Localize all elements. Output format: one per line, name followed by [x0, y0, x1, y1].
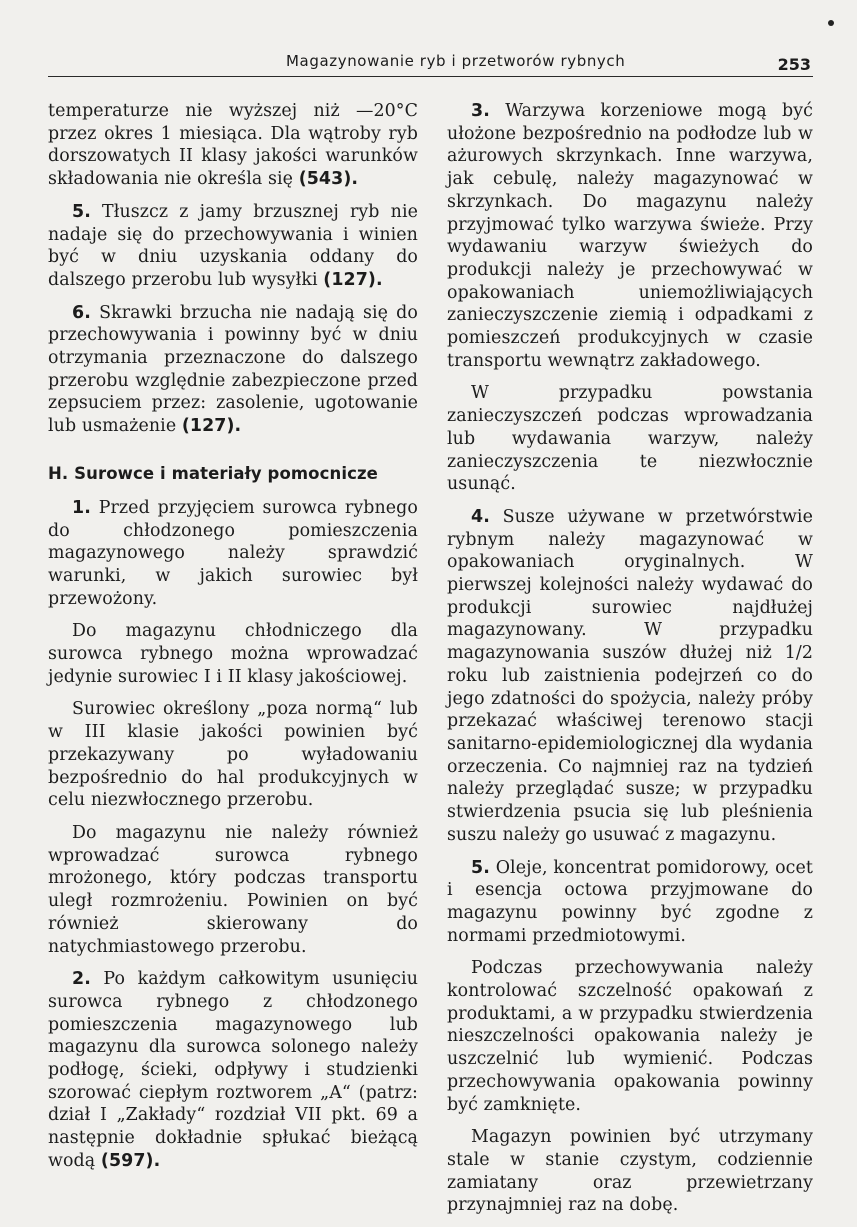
section-heading: H. Surowce i materiały pomocnicze: [48, 463, 378, 483]
item-number: 2.: [72, 969, 91, 990]
running-title: Magazynowanie ryb i przetworów rybnych: [286, 52, 626, 70]
left-column: [48, 100, 418, 1183]
item-number: 6.: [72, 302, 91, 323]
paragraph: Do magazynu chłodniczego dla surowca rybnego można wprowadzać jedynie surowiec I i II klasy jakościowej.: [48, 621, 418, 687]
ink-speck: [828, 20, 834, 26]
paragraph: 5. Oleje, koncentrat pomidorowy, ocet i esencja octowa przyjmowane do magazynu powinny być zgodne z normami przedmiotowymi.: [447, 857, 813, 946]
running-header: [48, 50, 813, 77]
paragraph: Surowiec określony „poza normą“ lub w III klasie jakości powinien być przekazywany po wyładowaniu bezpośrednio do hal produkcyjnych w celu niezwłocznego przerobu.: [48, 699, 418, 811]
item-number: 1.: [72, 497, 91, 518]
page-number: 253: [777, 55, 811, 74]
citation: (597).: [100, 1150, 161, 1171]
paragraph: 4. Susze używane w przetwórstwie rybnym należy magazynować w opakowaniach oryginalnych. W pierwszej kolejności należy wydawać do produkcji surowiec najdłużej magazynowany. W przypadku magazynowania suszów dłużej niż 1/2 roku lub zaistnienia podejrzeń co do jego zdatności do spożycia, należy próby przekazać właściwej terenowo stacji sanitarno-epidemiologicznej dla wydania orzeczenia. Co najmniej raz na tydzień należy przeglądać susze; w przypadku stwierdzenia psucia się lub pleśnienia suszu należy go usuwać z magazynu.: [447, 506, 813, 845]
item-number: 4.: [471, 506, 490, 527]
paragraph: Magazyn powinien być utrzymany stale w stanie czystym, codziennie zamiatany oraz przewietrzany przynajmniej raz na dobę.: [447, 1127, 813, 1216]
citation: (127).: [323, 269, 383, 290]
paragraph: Do magazynu nie należy również wprowadzać surowca rybnego mrożonego, który podczas transportu uległ rozmrożeniu. Powinien on być również skierowany do natychmiastowego przerobu.: [48, 822, 418, 957]
paragraph: Podczas przechowywania należy kontrolować szczelność opakowań z produktami, a w przypadku stwierdzenia nieszczelności opakowania należy je uszczelnić lub wymienić. Podczas przechowywania opakowania powinny być zamknięte.: [447, 958, 813, 1115]
paragraph: 2. Po każdym całkowitym usunięciu surowca rybnego z chłodzonego pomieszczenia magazynowego lub magazynu dla surowca solonego należy podłogę, ścieki, odpływy i studzienki szorować ciepłym roztworem „A“ (patrz: dział I „Zakłady“ rozdział VII pkt. 69 a następnie dokładnie spłukać bieżącą wodą (597).: [48, 969, 418, 1171]
citation: (543).: [298, 169, 359, 190]
citation: (127).: [181, 416, 242, 437]
item-number: 5.: [72, 201, 91, 222]
paragraph: W przypadku powstania zanieczyszczeń podczas wprowadzania lub wydawania warzyw, należy zanieczyszczenia te niezwłocznie usunąć.: [447, 383, 813, 495]
right-column: [447, 100, 813, 1227]
item-number: 3.: [471, 101, 490, 121]
paragraph: 1. Przed przyjęciem surowca rybnego do chłodzonego pomieszczenia magazynowego należy sprawdzić warunki, w jakich surowiec był przewożony.: [48, 497, 418, 609]
item-number: 5.: [471, 857, 490, 878]
paragraph: temperaturze nie wyższej niż —20°C przez okres 1 miesiąca. Dla wątroby ryb dorszowatych II klasy jakości warunków składowania nie określa się (543).: [48, 101, 418, 190]
paragraph: 5. Tłuszcz z jamy brzusznej ryb nie nadaje się do przechowywania i winien być w dniu uzyskania oddany do dalszego przerobu lub wysyłki (127).: [48, 201, 418, 290]
paragraph: 3. Warzywa korzeniowe mogą być ułożone bezpośrednio na podłodze lub w ażurowych skrzynkach. Inne warzywa, jak cebulę, należy magazynować w skrzynkach. Do magazynu należy przyjmować tylko warzywa świeże. Przy wydawaniu warzyw świeżych do produkcji należy je przechowywać w opakowaniach uniemożliwiających zanieczyszczenie ziemią i odpadkami z pomieszczeń produkcyjnych w czasie transportu wewnątrz zakładowego.: [447, 101, 813, 371]
paragraph: 6. Skrawki brzucha nie nadają się do przechowywania i powinny być w dniu otrzymania przeznaczone do dalszego przerobu względnie zabezpieczone przed zepsuciem przez: zasolenie, ugotowanie lub usmażenie (127).: [48, 302, 418, 437]
